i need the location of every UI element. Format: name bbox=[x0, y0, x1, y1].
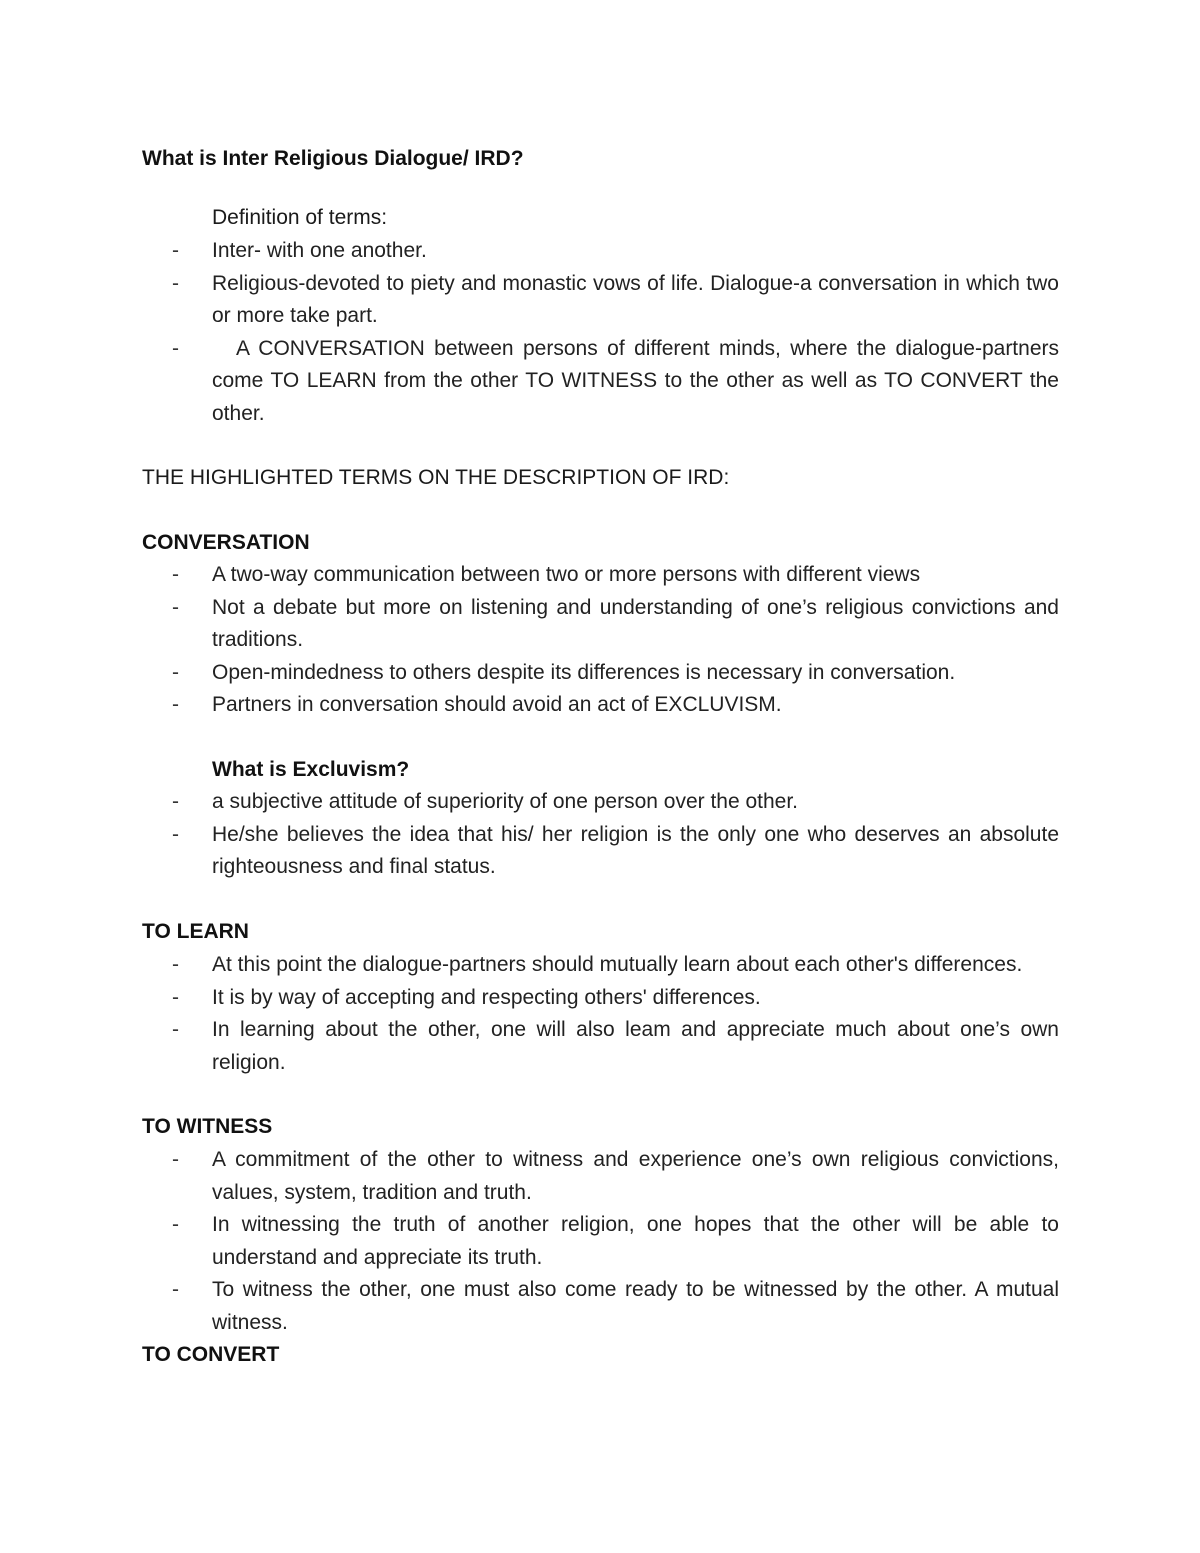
list-item-text: He/she believes the idea that his/ her religion is the only one who deserves an absolute righteousness and final status. bbox=[212, 822, 1059, 878]
list-item bbox=[0, 1014, 1059, 1079]
list-item bbox=[0, 268, 1059, 333]
list-item-text: A two-way communication between two or more persons with different views bbox=[212, 563, 921, 586]
list-item bbox=[0, 982, 1059, 1015]
bullet-dash: - bbox=[172, 563, 179, 586]
document-title: What is Inter Religious Dialogue/ IRD? bbox=[142, 147, 524, 170]
list-item bbox=[0, 786, 1059, 819]
bullet-dash: - bbox=[172, 822, 179, 846]
bullet-dash: - bbox=[172, 595, 179, 619]
list-item-text: At this point the dialogue-partners should mutually learn about each other's differences. bbox=[212, 953, 1023, 976]
list-item bbox=[0, 1144, 1059, 1209]
list-item bbox=[0, 235, 1059, 268]
list-item bbox=[0, 657, 1059, 690]
list-item-text: To witness the other, one must also come ready to be witnessed by the other. A mutual witness. bbox=[212, 1278, 1059, 1334]
conversation-heading: CONVERSATION bbox=[142, 531, 310, 554]
conversation-list bbox=[0, 559, 1059, 722]
list-item-text: A commitment of the other to witness and experience one’s own religious convictions, values, system, tradition and truth. bbox=[212, 1148, 1059, 1204]
exclusivism-list bbox=[0, 786, 1059, 884]
list-item bbox=[0, 819, 1059, 884]
bullet-dash: - bbox=[172, 336, 179, 360]
list-item bbox=[0, 559, 1059, 592]
bullet-dash: - bbox=[172, 693, 179, 716]
exclusivism-heading: What is Excluvism? bbox=[212, 758, 410, 781]
bullet-dash: - bbox=[172, 953, 179, 976]
list-item bbox=[0, 1209, 1059, 1274]
list-item bbox=[0, 1274, 1059, 1339]
bullet-dash: - bbox=[172, 660, 179, 684]
list-item bbox=[0, 592, 1059, 657]
bullet-dash: - bbox=[172, 985, 179, 1009]
list-item bbox=[0, 333, 1059, 431]
to-witness-heading: TO WITNESS bbox=[142, 1115, 273, 1138]
bullet-dash: - bbox=[172, 1148, 179, 1171]
list-item-text: Not a debate but more on listening and understanding of one’s religious convictions and traditions. bbox=[212, 595, 1059, 651]
to-learn-heading: TO LEARN bbox=[142, 920, 249, 943]
list-item-text: In learning about the other, one will also leam and appreciate much about one’s own religion. bbox=[212, 1018, 1059, 1074]
list-item bbox=[0, 689, 1059, 722]
to-convert-heading: TO CONVERT bbox=[142, 1343, 280, 1366]
highlighted-terms-heading: THE HIGHLIGHTED TERMS ON THE DESCRIPTION OF IRD: bbox=[142, 466, 730, 489]
definition-conversation: A CONVERSATION between persons of different minds, where the dialogue-partners come TO LEARN from the other TO WITNESS to the other as well as TO CONVERT the other. bbox=[212, 336, 1059, 425]
list-item-text: a subjective attitude of superiority of one person over the other. bbox=[212, 790, 799, 813]
bullet-dash: - bbox=[172, 790, 179, 813]
definitions-list bbox=[0, 235, 1059, 430]
bullet-dash: - bbox=[172, 1018, 179, 1041]
to-witness-list bbox=[0, 1144, 1059, 1339]
definition-inter: Inter- with one another. bbox=[212, 239, 427, 262]
list-item-text: Open-mindedness to others despite its differences is necessary in conversation. bbox=[212, 660, 956, 684]
list-item-text: It is by way of accepting and respecting others' differences. bbox=[212, 985, 761, 1009]
list-item bbox=[0, 949, 1059, 982]
bullet-dash: - bbox=[172, 1278, 179, 1301]
definitions-heading: Definition of terms: bbox=[212, 206, 388, 229]
bullet-dash: - bbox=[172, 271, 179, 295]
list-item-text: In witnessing the truth of another religion, one hopes that the other will be able to understand and appreciate its truth. bbox=[212, 1213, 1059, 1269]
bullet-dash: - bbox=[172, 239, 179, 262]
to-learn-list bbox=[0, 949, 1059, 1079]
list-item-text: Partners in conversation should avoid an act of EXCLUVISM. bbox=[212, 693, 782, 716]
bullet-dash: - bbox=[172, 1213, 179, 1236]
definition-religious-dialogue: Religious-devoted to piety and monastic vows of life. Dialogue-a conversation in which two or more take part. bbox=[212, 271, 1059, 327]
